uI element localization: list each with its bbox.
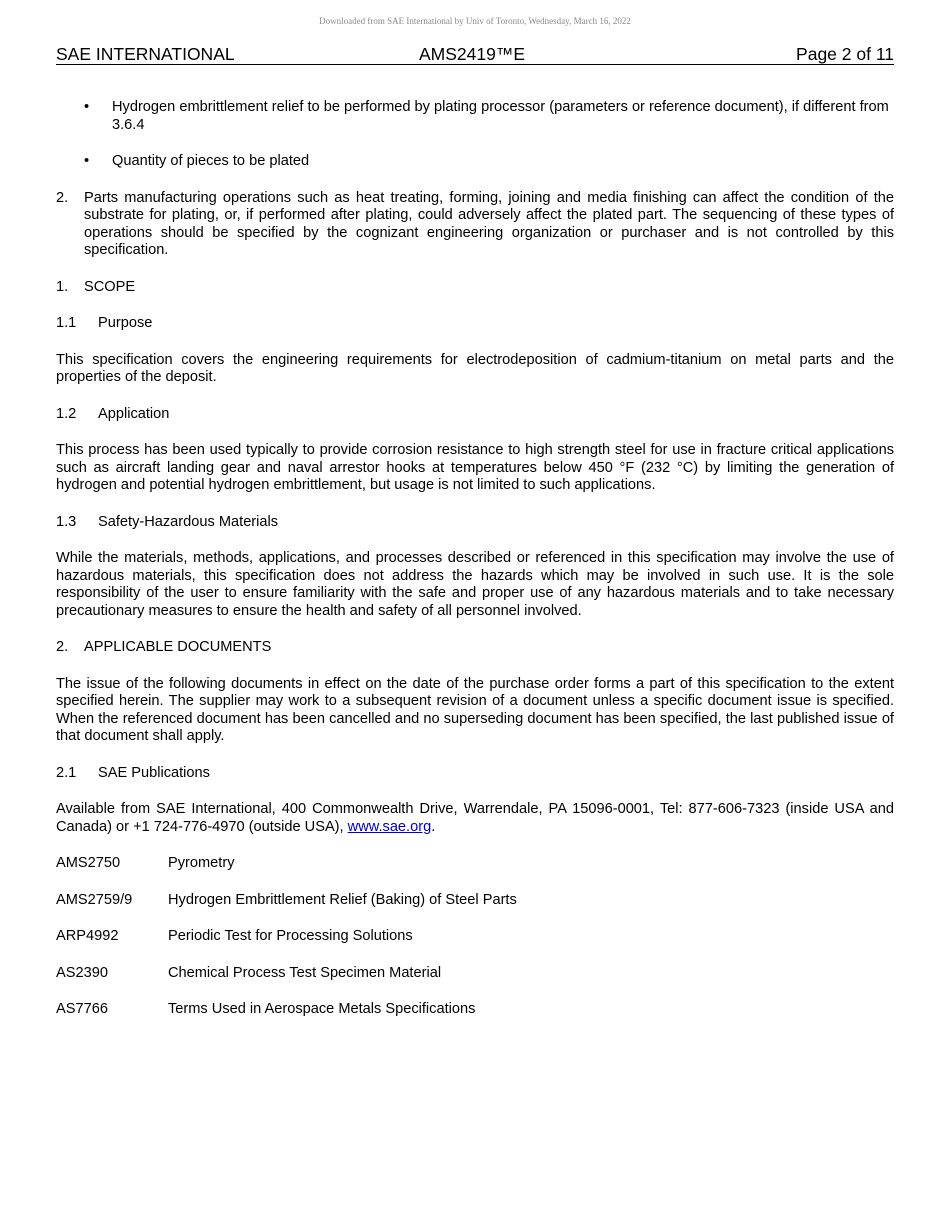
reference-document-row bbox=[56, 965, 894, 983]
document-title: Chemical Process Test Specimen Material bbox=[168, 964, 442, 981]
header-page-number: Page 2 of 11 bbox=[796, 44, 894, 64]
sae-website-link[interactable]: www.sae.org bbox=[347, 818, 432, 835]
document-code: ARP4992 bbox=[56, 928, 119, 944]
section-title: SCOPE bbox=[84, 278, 136, 295]
document-title: Pyrometry bbox=[168, 855, 235, 871]
bullet-item bbox=[56, 153, 894, 171]
note-number: 2. bbox=[56, 189, 69, 206]
document-code: AMS2759/9 bbox=[56, 891, 133, 908]
bullet-item bbox=[56, 99, 894, 134]
section-number: 1. bbox=[56, 278, 69, 295]
bullet-icon: • bbox=[84, 153, 90, 169]
document-title: Terms Used in Aerospace Metals Specifications bbox=[168, 1001, 476, 1017]
section-number: 1.3 bbox=[56, 513, 77, 530]
page-header bbox=[56, 44, 894, 65]
section-2-text: The issue of the following documents in effect on the date of the purchase order forms a part of this specification to the extent specified herein. The supplier may work to a subsequent revision of a document unless a specific document issue is specified. When the referenced document has been cancelled and no superseding document has been specified, the last published issue of that document shall apply. bbox=[56, 675, 894, 744]
document-title: Hydrogen Embrittlement Relief (Baking) of Steel Parts bbox=[168, 891, 517, 908]
header-org: SAE INTERNATIONAL bbox=[56, 44, 235, 64]
section-2-heading bbox=[56, 639, 894, 657]
section-1-2-text: This process has been used typically to provide corrosion resistance to high strength steel for use in fracture critical applications such as aircraft landing gear and naval arrestor hooks at temperatures below 450 °F (232 °C) by limiting the generation of hydrogen and potential hydrogen embrittlement, but usage is not limited to such applications. bbox=[56, 442, 894, 493]
section-1-heading bbox=[56, 279, 894, 297]
period: . bbox=[431, 818, 436, 835]
section-number: 1.2 bbox=[56, 405, 77, 422]
reference-document-row bbox=[56, 855, 894, 873]
document-code: AMS2750 bbox=[56, 855, 121, 871]
section-1-1-heading bbox=[56, 315, 894, 333]
document-code: AS7766 bbox=[56, 1001, 108, 1017]
reference-document-row bbox=[56, 928, 894, 946]
section-title: Application bbox=[98, 405, 170, 422]
section-number: 1.1 bbox=[56, 315, 77, 331]
section-1-3-heading bbox=[56, 514, 894, 532]
bullet-icon: • bbox=[84, 99, 90, 115]
section-1-1-text: This specification covers the engineering requirements for electrodeposition of cadmium-titanium on metal parts and the properties of the deposit. bbox=[56, 351, 894, 385]
section-title: Safety-Hazardous Materials bbox=[98, 513, 279, 530]
note-text: Parts manufacturing operations such as heat treating, forming, joining and media finishing can affect the condition of the substrate for plating, or, if performed after plating, could adversely affect the plated part. The sequencing of these types of operations should be specified by the cognizant engineering organization or purchaser and is not controlled by this specification. bbox=[84, 189, 894, 258]
header-doc-number: AMS2419™E bbox=[419, 44, 526, 64]
document-body bbox=[56, 99, 894, 1019]
document-code: AS2390 bbox=[56, 964, 108, 981]
section-title: Purpose bbox=[98, 315, 153, 331]
section-title: APPLICABLE DOCUMENTS bbox=[84, 639, 272, 655]
section-number: 2. bbox=[56, 639, 69, 655]
reference-document-row bbox=[56, 892, 894, 910]
note-2 bbox=[56, 190, 894, 260]
section-1-3-text: While the materials, methods, applications, and processes described or referenced in this specification may involve the use of hazardous materials, this specification does not address the hazards which may be involved in such use. It is the sole responsibility of the user to ensure familiarity with the safe and proper use of any hazardous materials and to take necessary precautionary measures to ensure the health and safety of all personnel involved. bbox=[56, 550, 894, 619]
download-watermark: Downloaded from SAE International by Univ of Toronto, Wednesday, March 16, 2022 bbox=[319, 16, 631, 26]
section-1-2-heading bbox=[56, 406, 894, 424]
document-title: Periodic Test for Processing Solutions bbox=[168, 928, 413, 944]
section-2-1-heading bbox=[56, 765, 894, 783]
bullet-text: Hydrogen embrittlement relief to be performed by plating processor (parameters or reference document), if different from 3.6.4 bbox=[112, 99, 889, 133]
availability-text: Available from SAE International, 400 Commonwealth Drive, Warrendale, PA 15096-0001, Tel: 877-606-7323 (inside USA and Canada) or +1 724-776-4970 (outside USA), bbox=[56, 801, 894, 835]
section-number: 2.1 bbox=[56, 764, 77, 781]
bullet-text: Quantity of pieces to be plated bbox=[112, 153, 310, 169]
section-2-1-text bbox=[56, 801, 894, 836]
reference-document-row bbox=[56, 1001, 894, 1019]
section-title: SAE Publications bbox=[98, 764, 210, 781]
